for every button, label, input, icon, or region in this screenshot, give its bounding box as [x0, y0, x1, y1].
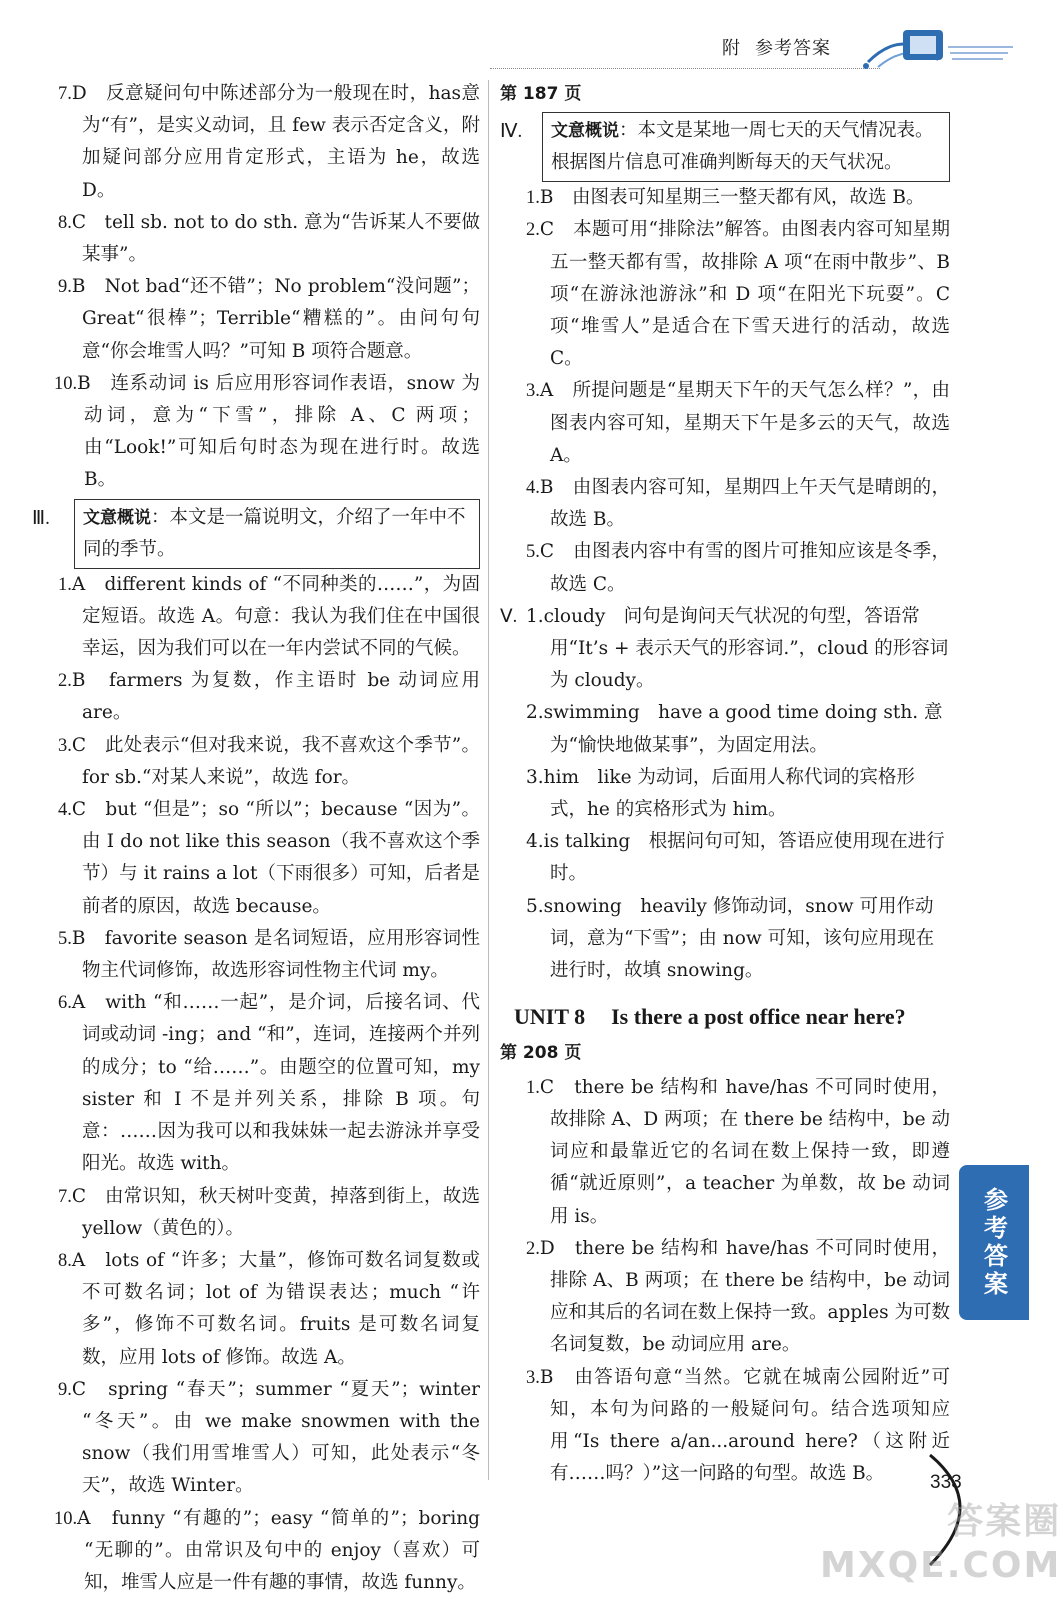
- section-5: [500, 601, 950, 987]
- answer-item: 3.B 由答语句意“当然。它就在城南公园附近”可知，本句为问路的一般疑问句。结合选项知应用“Is there a/an...around here?（这附近有……吗？）”这一问路的句型。故选 B。: [526, 1366, 950, 1485]
- answer-list-a: [32, 78, 480, 497]
- answer-item: 8.C tell sb. not to do sth. 意为“告诉某人不要做某事”。: [58, 211, 480, 266]
- answer-item: 9.B Not bad“还不错”；No problem“没问题”；Great“很棒”；Terrible“糟糕的”。由问句句意“你会堆雪人吗？”可知 B 项符合题意。: [58, 276, 480, 362]
- header-title-text: 参考答案: [755, 38, 831, 59]
- answer-item: 1.B 由图表可知星期三一整天都有风，故选 B。: [526, 187, 925, 209]
- answer-item: 2.swimming have a good time doing sth. 意为“愉快地做某事”，为固定用法。: [526, 702, 943, 756]
- page-header: [0, 0, 1029, 80]
- left-column: [32, 78, 480, 1599]
- header-title: [722, 34, 831, 60]
- section-3: [32, 499, 480, 569]
- side-tab-answers: 参考答案: [959, 1165, 1029, 1320]
- answer-item: 2.D there be 结构和 have/has 不可同时使用，排除 A、B 两项；在 there be 结构中，be 动词应和其后的名词在数上保持一致。apples 为可数名词复数，be 动词应用 are。: [526, 1237, 950, 1356]
- answer-item: 8.A lots of “许多；大量”，修饰可数名词复数或不可数名词；lot of 为错误表达；much “许多”，修饰不可数名词。fruits 是可数名词复数，应用 lots of 修饰。故选 A。: [58, 1249, 480, 1368]
- answer-item: 10.A funny “有趣的”；easy “简单的”；boring “无聊的”。由常识及句中的 enjoy（喜欢）可知，堆雪人应是一件有趣的事情，故选 funny。: [54, 1507, 480, 1593]
- summary-box: [542, 112, 950, 182]
- page-reference-187: 第 187 页: [500, 84, 582, 104]
- answer-item: 7.D 反意疑问句中陈述部分为一般现在时，has意为“有”，是实义动词，且 few 表示否定含义，附加疑问部分应用肯定形式，主语为 he，故选 D。: [58, 83, 480, 201]
- summary-label: 文意概说: [83, 507, 151, 528]
- summary-label: 文意概说: [551, 121, 619, 142]
- answer-item: 10.B 连系动词 is 后应用形容词作表语，snow 为动词，意为“下雪”，排除 A、C 两项；由“Look!”可知后句时态为现在进行时。故选 B。: [54, 372, 480, 491]
- answer-item: 3.A 所提问题是“星期天下午的天气怎么样？”，由图表内容可知，星期天下午是多云的天气，故选 A。: [526, 380, 950, 466]
- answer-item: 3.C 此处表示“但对我来说，我不喜欢这个季节”。for sb.“对某人来说”，故选 for。: [58, 734, 480, 788]
- unit-title: Is there a post office near here?: [611, 1004, 906, 1030]
- summary-text: ：本文是某地一周七天的天气情况表。根据图片信息可准确判断每天的天气状况。: [551, 120, 934, 174]
- watermark: 答案圈 MXQE.COM: [820, 1501, 1061, 1586]
- answer-item: 5.snowing heavily 修饰动词，snow 可用作动词，意为“下雪”；由 now 可知，该句应用现在进行时，故填 snowing。: [526, 895, 935, 982]
- section-label: Ⅲ.: [32, 507, 50, 529]
- answer-item: 9.C spring “春天”；summer “夏天”；winter “冬天”。由 we make snowmen with the snow（我们用雪堆雪人）可知，此处表示“冬天”，故选 Winter。: [58, 1378, 480, 1497]
- answer-item: 3.him like 为动词，后面用人称代词的宾格形式，he 的宾格形式为 him。: [526, 766, 915, 821]
- book-logo-icon: [858, 22, 1018, 72]
- section-4: [500, 112, 950, 182]
- summary-box: [74, 499, 480, 569]
- answer-item: 1.A different kinds of “不同种类的……”，为固定短语。故选 A。句意：我认为我们住在中国很幸运，因为我们可以在一年内尝试不同的气候。: [58, 573, 480, 660]
- answer-list-b: [32, 569, 480, 1600]
- unit-heading: [514, 1001, 950, 1033]
- page-reference-208: 第 208 页: [500, 1043, 582, 1064]
- page-number: 333: [930, 1472, 962, 1493]
- summary-text: ：本文是一篇说明文，介绍了一年中不同的季节。: [83, 506, 466, 560]
- answer-list-c: [500, 182, 950, 601]
- answer-item: 2.B farmers 为复数，作主语时 be 动词应用 are。: [58, 670, 480, 724]
- appendix-label: 附: [722, 38, 741, 59]
- answer-item: 4.C but “但是”；so “所以”；because “因为”。由 I do not like this season（我不喜欢这个季节）与 it rains a lot（下雨很多）可知，后者是前者的原因，故选 because。: [58, 799, 480, 917]
- header-divider: [490, 68, 880, 69]
- answer-item: 4.is talking 根据问句可知，答语应使用现在进行时。: [526, 831, 945, 885]
- answer-item: 5.C 由图表内容中有雪的图片可推知应该是冬季，故选 C。: [526, 541, 950, 595]
- unit-number: UNIT 8: [514, 1004, 586, 1030]
- section-label: Ⅴ.: [500, 606, 518, 627]
- answer-item: 7.C 由常识知，秋天树叶变黄，掉落到街上，故选 yellow（黄色的）。: [58, 1185, 480, 1239]
- answer-item: 2.C 本题可用“排除法”解答。由图表内容可知星期五一整天都有雪，故排除 A 项“在雨中散步”、B 项“在游泳池游泳”和 D 项“在阳光下玩耍”。C 项“堆雪人”是适合在下雪天进行的活动，故选 C。: [526, 219, 950, 370]
- answer-list-e: [500, 1072, 950, 1491]
- section-label: Ⅳ.: [500, 121, 523, 143]
- answer-item: 6.A with “和……一起”，是介词，后接名词、代词或动词 -ing；and “和”，连词，连接两个并列的成分；to “给……”。由题空的位置可知，my sister 和 I 不是并列关系，排除 B 项。句意：……因为我可以和我妹妹一起去游泳并享受阳光。故选 with。: [58, 992, 480, 1175]
- answer-item: 1.C there be 结构和 have/has 不可同时使用，故排除 A、D 两项；在 there be 结构中，be 动词应和最靠近它的名词在数上保持一致，即遵循“就近原则”，a teacher 为单数，故 be 动词用 is。: [526, 1076, 950, 1227]
- right-column: [500, 78, 950, 1490]
- answer-item: 1.cloudy 问句是询问天气状况的句型，答语常用“It’s + 表示天气的形容词.”，cloud 的形容词为 cloudy。: [526, 605, 949, 692]
- answer-item: 5.B favorite season 是名词短语，应用形容词性物主代词修饰，故选形容词性物主代词 my。: [58, 927, 480, 982]
- answer-item: 4.B 由图表内容可知，星期四上午天气是晴朗的，故选 B。: [526, 477, 950, 531]
- column-divider: [488, 80, 489, 1480]
